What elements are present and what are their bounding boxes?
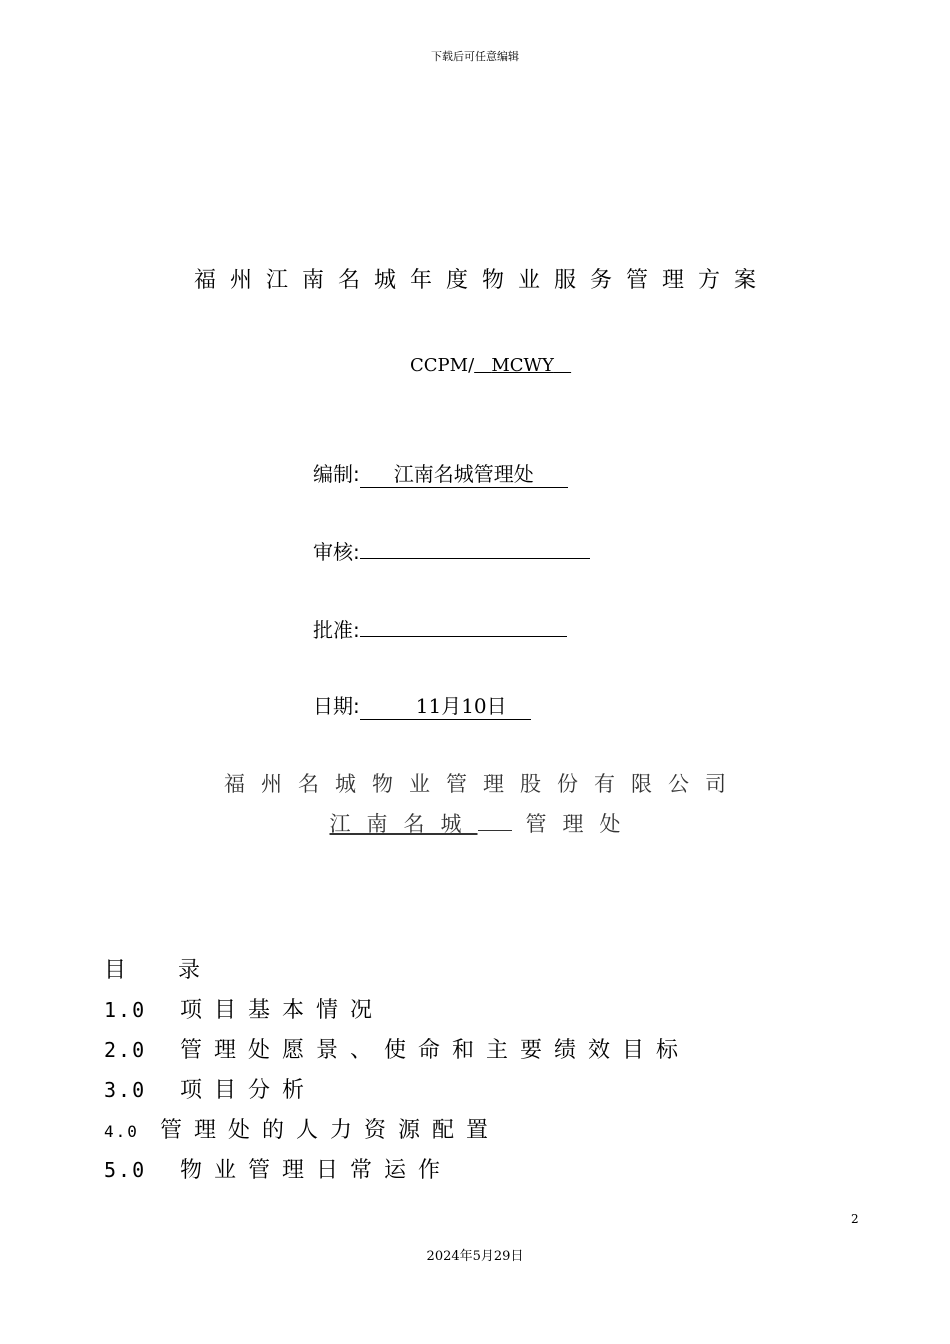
toc-heading (104, 953, 200, 984)
compiled-by-value: 江南名城管理处 (360, 458, 568, 488)
date-field (313, 690, 531, 720)
toc-item[interactable] (104, 1153, 452, 1184)
date-label: 日期: (313, 694, 360, 718)
document-title: 福州江南名城年度物业服务管理方案 (193, 268, 770, 293)
toc-item-number: 4.0 (104, 1122, 139, 1141)
company-name: 福州名城物业管理股份有限公司 (224, 772, 742, 796)
toc-item-number: 2.0 (104, 1038, 147, 1062)
document-code-value: MCWY (491, 355, 554, 376)
compiled-by-label: 编制: (313, 462, 360, 486)
date-value: 11月10日 (360, 690, 531, 720)
department-name-main: 江南名城 (329, 812, 478, 836)
page-number: 2 (851, 1212, 859, 1226)
department-name-underline (478, 810, 512, 831)
toc-item-label: 管理处的人力资源配置 (160, 1118, 501, 1143)
department-name (0, 808, 950, 838)
toc-item-number: 1.0 (104, 998, 147, 1022)
toc-heading-right: 录 (178, 958, 201, 983)
approved-by-blank (360, 618, 567, 637)
document-code-prefix: CCPM/ (410, 355, 475, 376)
toc-item-label: 项目分析 (180, 1078, 317, 1103)
approved-by-label: 批准: (313, 618, 360, 642)
toc-item[interactable] (104, 1033, 690, 1064)
reviewed-by-field (313, 536, 590, 565)
reviewed-by-blank (360, 540, 590, 559)
approved-by-field (313, 614, 567, 643)
compiled-by-field (313, 458, 568, 488)
toc-heading-left: 目 (104, 958, 127, 983)
department-name-suffix: 管理处 (525, 812, 637, 836)
footer-date: 2024年5月29日 (426, 1249, 524, 1264)
header-note: 下载后可任意编辑 (431, 50, 519, 63)
toc-item-label: 管理处愿景、使命和主要绩效目标 (180, 1038, 691, 1063)
toc-item-label: 物业管理日常运作 (180, 1158, 453, 1183)
toc-item[interactable] (104, 1073, 316, 1104)
toc-item[interactable] (104, 993, 384, 1024)
document-code (410, 355, 571, 376)
reviewed-by-label: 审核: (313, 540, 360, 564)
toc-item[interactable] (104, 1113, 500, 1144)
toc-item-number: 5.0 (104, 1158, 147, 1182)
toc-item-label: 项目基本情况 (180, 998, 385, 1023)
toc-item-number: 3.0 (104, 1078, 147, 1102)
